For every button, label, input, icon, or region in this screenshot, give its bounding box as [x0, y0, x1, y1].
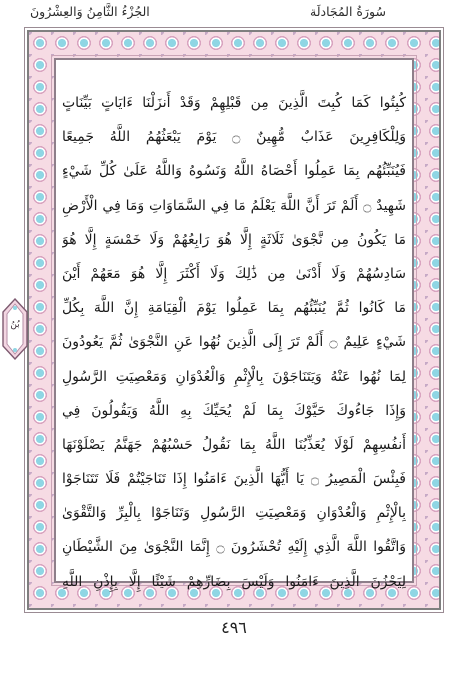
hizb-label: بُنُ — [10, 320, 20, 330]
verse-line: كُبِتُوا كَمَا كُبِتَ الَّذِينَ مِن قَبْلِهِمْ وَقَدْ أَنزَلْنَا ءَايَاتٍ بَيِّنَاتٍ — [62, 95, 406, 111]
verse-line: وَاتَّقُوا اللَّهَ الَّذِي إِلَيْهِ تُحْشَرُونَ ۝ إِنَّمَا النَّجْوَىٰ مِنَ الشَّيْطَانِ — [62, 539, 406, 556]
verse-line: مَا يَكُونُ مِن نَّجْوَىٰ ثَلَاثَةٍ إِلَّا هُوَ رَابِعُهُمْ وَلَا خَمْسَةٍ إِلَّا هُوَ — [62, 231, 406, 248]
juz-title: الجُزْءُ الثَّامِنُ وَالعِشْرُونَ — [30, 4, 150, 19]
verse-line: لِيَحْزُنَ الَّذِينَ ءَامَنُوا وَلَيْسَ بِضَارِّهِمْ شَيْئًا إِلَّا بِإِذْنِ اللَّهِ — [62, 573, 406, 590]
verse-line: وَلِلْكَافِرِينَ عَذَابٌ مُّهِينٌ ۝ يَوْمَ يَبْعَثُهُمُ اللَّهُ جَمِيعًا — [62, 129, 406, 146]
verse-line: شَهِيدٌ ۝ أَلَمْ تَرَ أَنَّ اللَّهَ يَعْلَمُ مَا فِي السَّمَاوَاتِ وَمَا فِي الْأَرْضِ — [62, 197, 406, 214]
verse-line: سَادِسُهُمْ وَلَا أَدْنَىٰ مِن ذَٰلِكَ وَلَا أَكْثَرَ إِلَّا هُوَ مَعَهُمْ أَيْنَ — [62, 265, 406, 282]
surah-title: سُورَةُ المُجَادلَة — [310, 4, 386, 19]
verse-line: شَيْءٍ عَلِيمٌ ۝ أَلَمْ تَرَ إِلَى الَّذِينَ نُهُوا عَنِ النَّجْوَىٰ ثُمَّ يَعُودُونَ — [62, 334, 406, 351]
verse-line: أَنفُسِهِمْ لَوْلَا يُعَذِّبُنَا اللَّهُ بِمَا نَقُولُ حَسْبُهُمْ جَهَنَّمُ يَصْلَوْنَهَا — [62, 436, 406, 453]
verse-line: وَإِذَا جَاءُوكَ حَيَّوْكَ بِمَا لَمْ يُحَيِّكَ بِهِ اللَّهُ وَيَقُولُونَ فِي — [62, 402, 406, 419]
verse-text-block — [62, 86, 406, 599]
verse-line: بِالْإِثْمِ وَالْعُدْوَانِ وَمَعْصِيَتِ الرَّسُولِ وَتَنَاجَوْا بِالْبِرِّ وَالتَّقْوَىٰ — [62, 505, 406, 522]
verse-line: فَيُنَبِّئُهُم بِمَا عَمِلُوا أَحْصَاهُ اللَّهُ وَنَسُوهُ وَاللَّهُ عَلَىٰ كُلِّ شَيْءٍ — [62, 163, 406, 180]
verse-line: لِمَا نُهُوا عَنْهُ وَيَتَنَاجَوْنَ بِالْإِثْمِ وَالْعُدْوَانِ وَمَعْصِيَتِ الرَّسُولِ — [62, 368, 406, 385]
verse-line: فَبِئْسَ الْمَصِيرُ ۝ يَا أَيُّهَا الَّذِينَ ءَامَنُوا إِذَا تَنَاجَيْتُمْ فَلَا تَتَنَاجَوْا — [62, 471, 406, 488]
hizb-marker — [2, 298, 28, 360]
page-number: ٤٩٦ — [221, 618, 247, 637]
verse-line: مَا كَانُوا ثُمَّ يُنَبِّئُهُم بِمَا عَمِلُوا يَوْمَ الْقِيَامَةِ إِنَّ اللَّهَ بِكُلِّ — [62, 300, 406, 317]
